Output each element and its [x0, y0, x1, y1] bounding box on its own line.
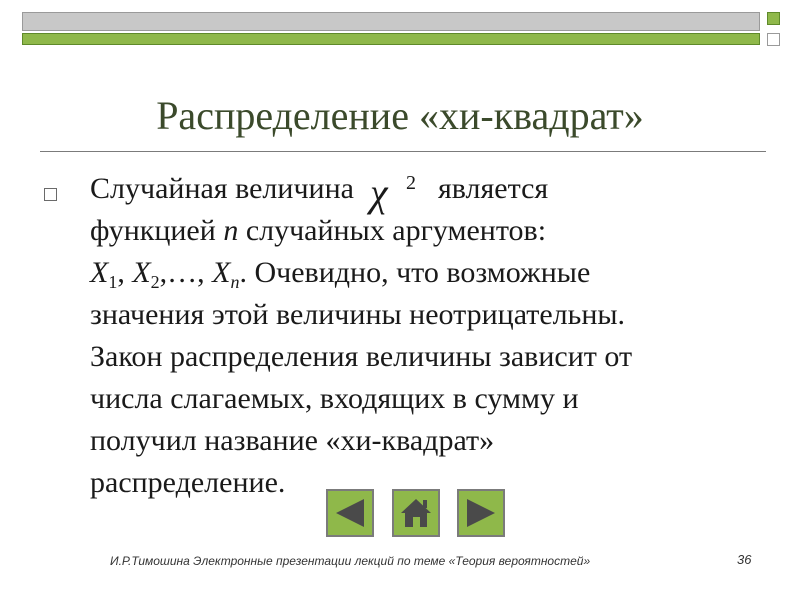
header-square-white	[767, 33, 780, 46]
home-icon	[394, 491, 438, 535]
slide-footer: И.Р.Тимошина Электронные презентации лекций по теме «Теория вероятностей»	[110, 554, 591, 568]
home-button[interactable]	[392, 489, 440, 537]
body-line-8: распределение.	[90, 466, 286, 499]
body-line-5: Закон распределения величины зависит от	[90, 340, 633, 373]
body-line-3: $X_1$, $X_2,\dots$, $X_n$. Очевидно, что возможные	[90, 256, 591, 292]
next-slide-button[interactable]	[457, 489, 505, 537]
prev-arrow-icon	[328, 491, 372, 535]
body-line-7: получил название «хи-квадрат»	[90, 424, 495, 457]
body-line-1: Случайная величина χ 2 является	[90, 170, 549, 215]
header-bar-green	[22, 33, 760, 45]
slide-title: Распределение «хи-квадрат»	[156, 93, 644, 138]
slide-body	[90, 168, 780, 504]
header-bar-gray	[22, 12, 760, 31]
page-number: 36	[737, 552, 752, 567]
chi-square-formula: χ 2	[369, 170, 416, 215]
body-line-2: функцией n случайных аргументов:	[90, 214, 547, 247]
header-square-green	[767, 12, 780, 25]
body-line-4: значения этой величины неотрицательны.	[90, 298, 626, 331]
title-divider	[40, 151, 766, 152]
body-line-6: числа слагаемых, входящих в сумму и	[90, 382, 579, 415]
prev-slide-button[interactable]	[326, 489, 374, 537]
next-arrow-icon	[459, 491, 503, 535]
bullet-square-icon	[44, 188, 57, 201]
